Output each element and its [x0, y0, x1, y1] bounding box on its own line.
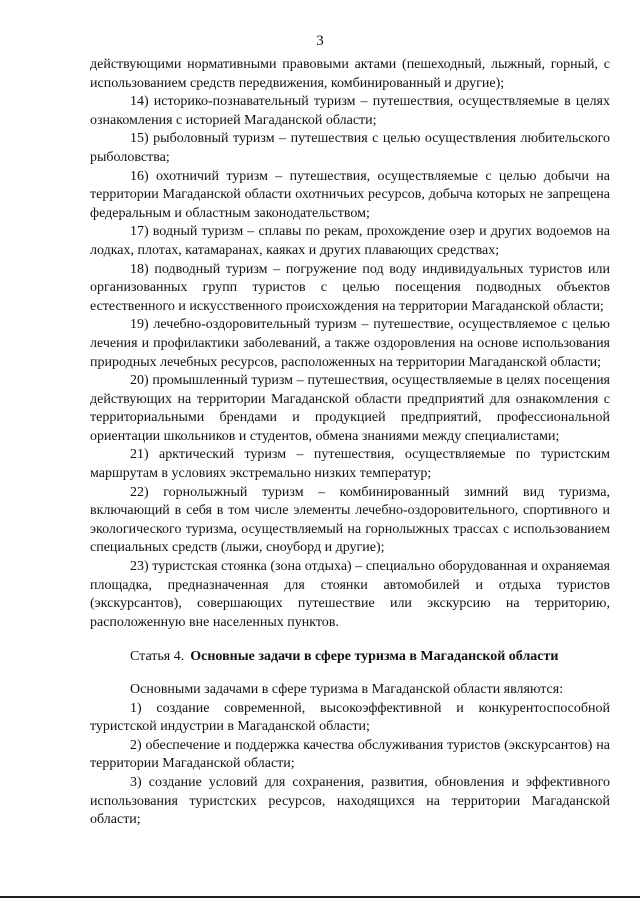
page-number: 3 [316, 33, 324, 49]
paragraph: 20) промышленный туризм – путешествия, осуществляемые в целях посещения действующих на территории Магаданской области предприятий для ознакомления с территориальными брендами и продукцией предприятий, профессиональной ориентации школьников и студентов, обмена знаниями между специалистами; [90, 373, 610, 444]
document-body [90, 56, 610, 830]
paragraph: 1) создание современной, высокоэффективной и конкурентоспособной туристской индустрии в Магаданской области; [90, 700, 610, 735]
paragraph: 18) подводный туризм – погружение под воду индивидуальных туристов или организованных групп туристов с целью посещения подводных объектов естественного и искусственного происхождения на территории Магаданской области; [90, 261, 610, 314]
article-title: Основные задачи в сфере туризма в Магаданской области [190, 649, 559, 665]
paragraph: 17) водный туризм – сплавы по рекам, прохождение озер и других водоемов на лодках, плотах, катамаранах, каяках и других плавающих средствах; [90, 224, 610, 258]
article-number: Статья 4. [130, 649, 185, 665]
paragraph: 16) охотничий туризм – путешествия, осуществляемые с целью добычи на территории Магаданской области охотничьих ресурсов, добыча которых не запрещена федеральным и областным законодательством; [90, 168, 610, 221]
bottom-divider [0, 896, 640, 898]
paragraph: Основными задачами в сфере туризма в Магаданской области являются: [130, 682, 564, 697]
tasks-list [90, 681, 610, 830]
paragraph: 19) лечебно-оздоровительный туризм – путешествие, осуществляемое с целью лечения и профилактики заболеваний, а также оздоровления на основе использования природных лечебных ресурсов, расположенных на территории Магаданской области; [90, 317, 610, 370]
paragraph: 23) туристская стоянка (зона отдыха) – специально оборудованная и охраняемая площадка, предназначенная для стоянки автомобилей и отдыха туристов (экскурсантов), совершающих путешествие или экскурсию на территорию, расположенную вне населенных пунктов. [90, 559, 610, 630]
definitions-list [90, 56, 610, 632]
paragraph: 22) горнолыжный туризм – комбинированный зимний вид туризма, включающий в себя в том числе элементы лечебно-оздоровительного, спортивного и экологического туризма, осуществляемый на горнолыжных трассах с использованием специальных средств (лыжи, сноуборд и другие); [90, 484, 610, 556]
paragraph: 3) создание условий для сохранения, развития, обновления и эффективного использования туристских ресурсов, находящихся на территории Магаданской области; [90, 774, 610, 828]
paragraph: 21) арктический туризм – путешествия, осуществляемые по туристским маршрутам в условиях экстремально низких температур; [90, 447, 610, 482]
paragraph: 14) историко-познавательный туризм – путешествия, осуществляемые в целях ознакомления с историей Магаданской области; [90, 94, 610, 128]
paragraph: 2) обеспечение и поддержка качества обслуживания туристов (экскурсантов) на территории Магаданской области; [90, 737, 610, 772]
paragraph: действующими нормативными правовыми актами (пешеходный, лыжный, горный, с использованием средств передвижения, комбинированный и другие); [90, 57, 610, 91]
article-heading [90, 648, 610, 667]
paragraph: 15) рыболовный туризм – путешествия с целью осуществления любительского рыболовства; [90, 131, 610, 165]
